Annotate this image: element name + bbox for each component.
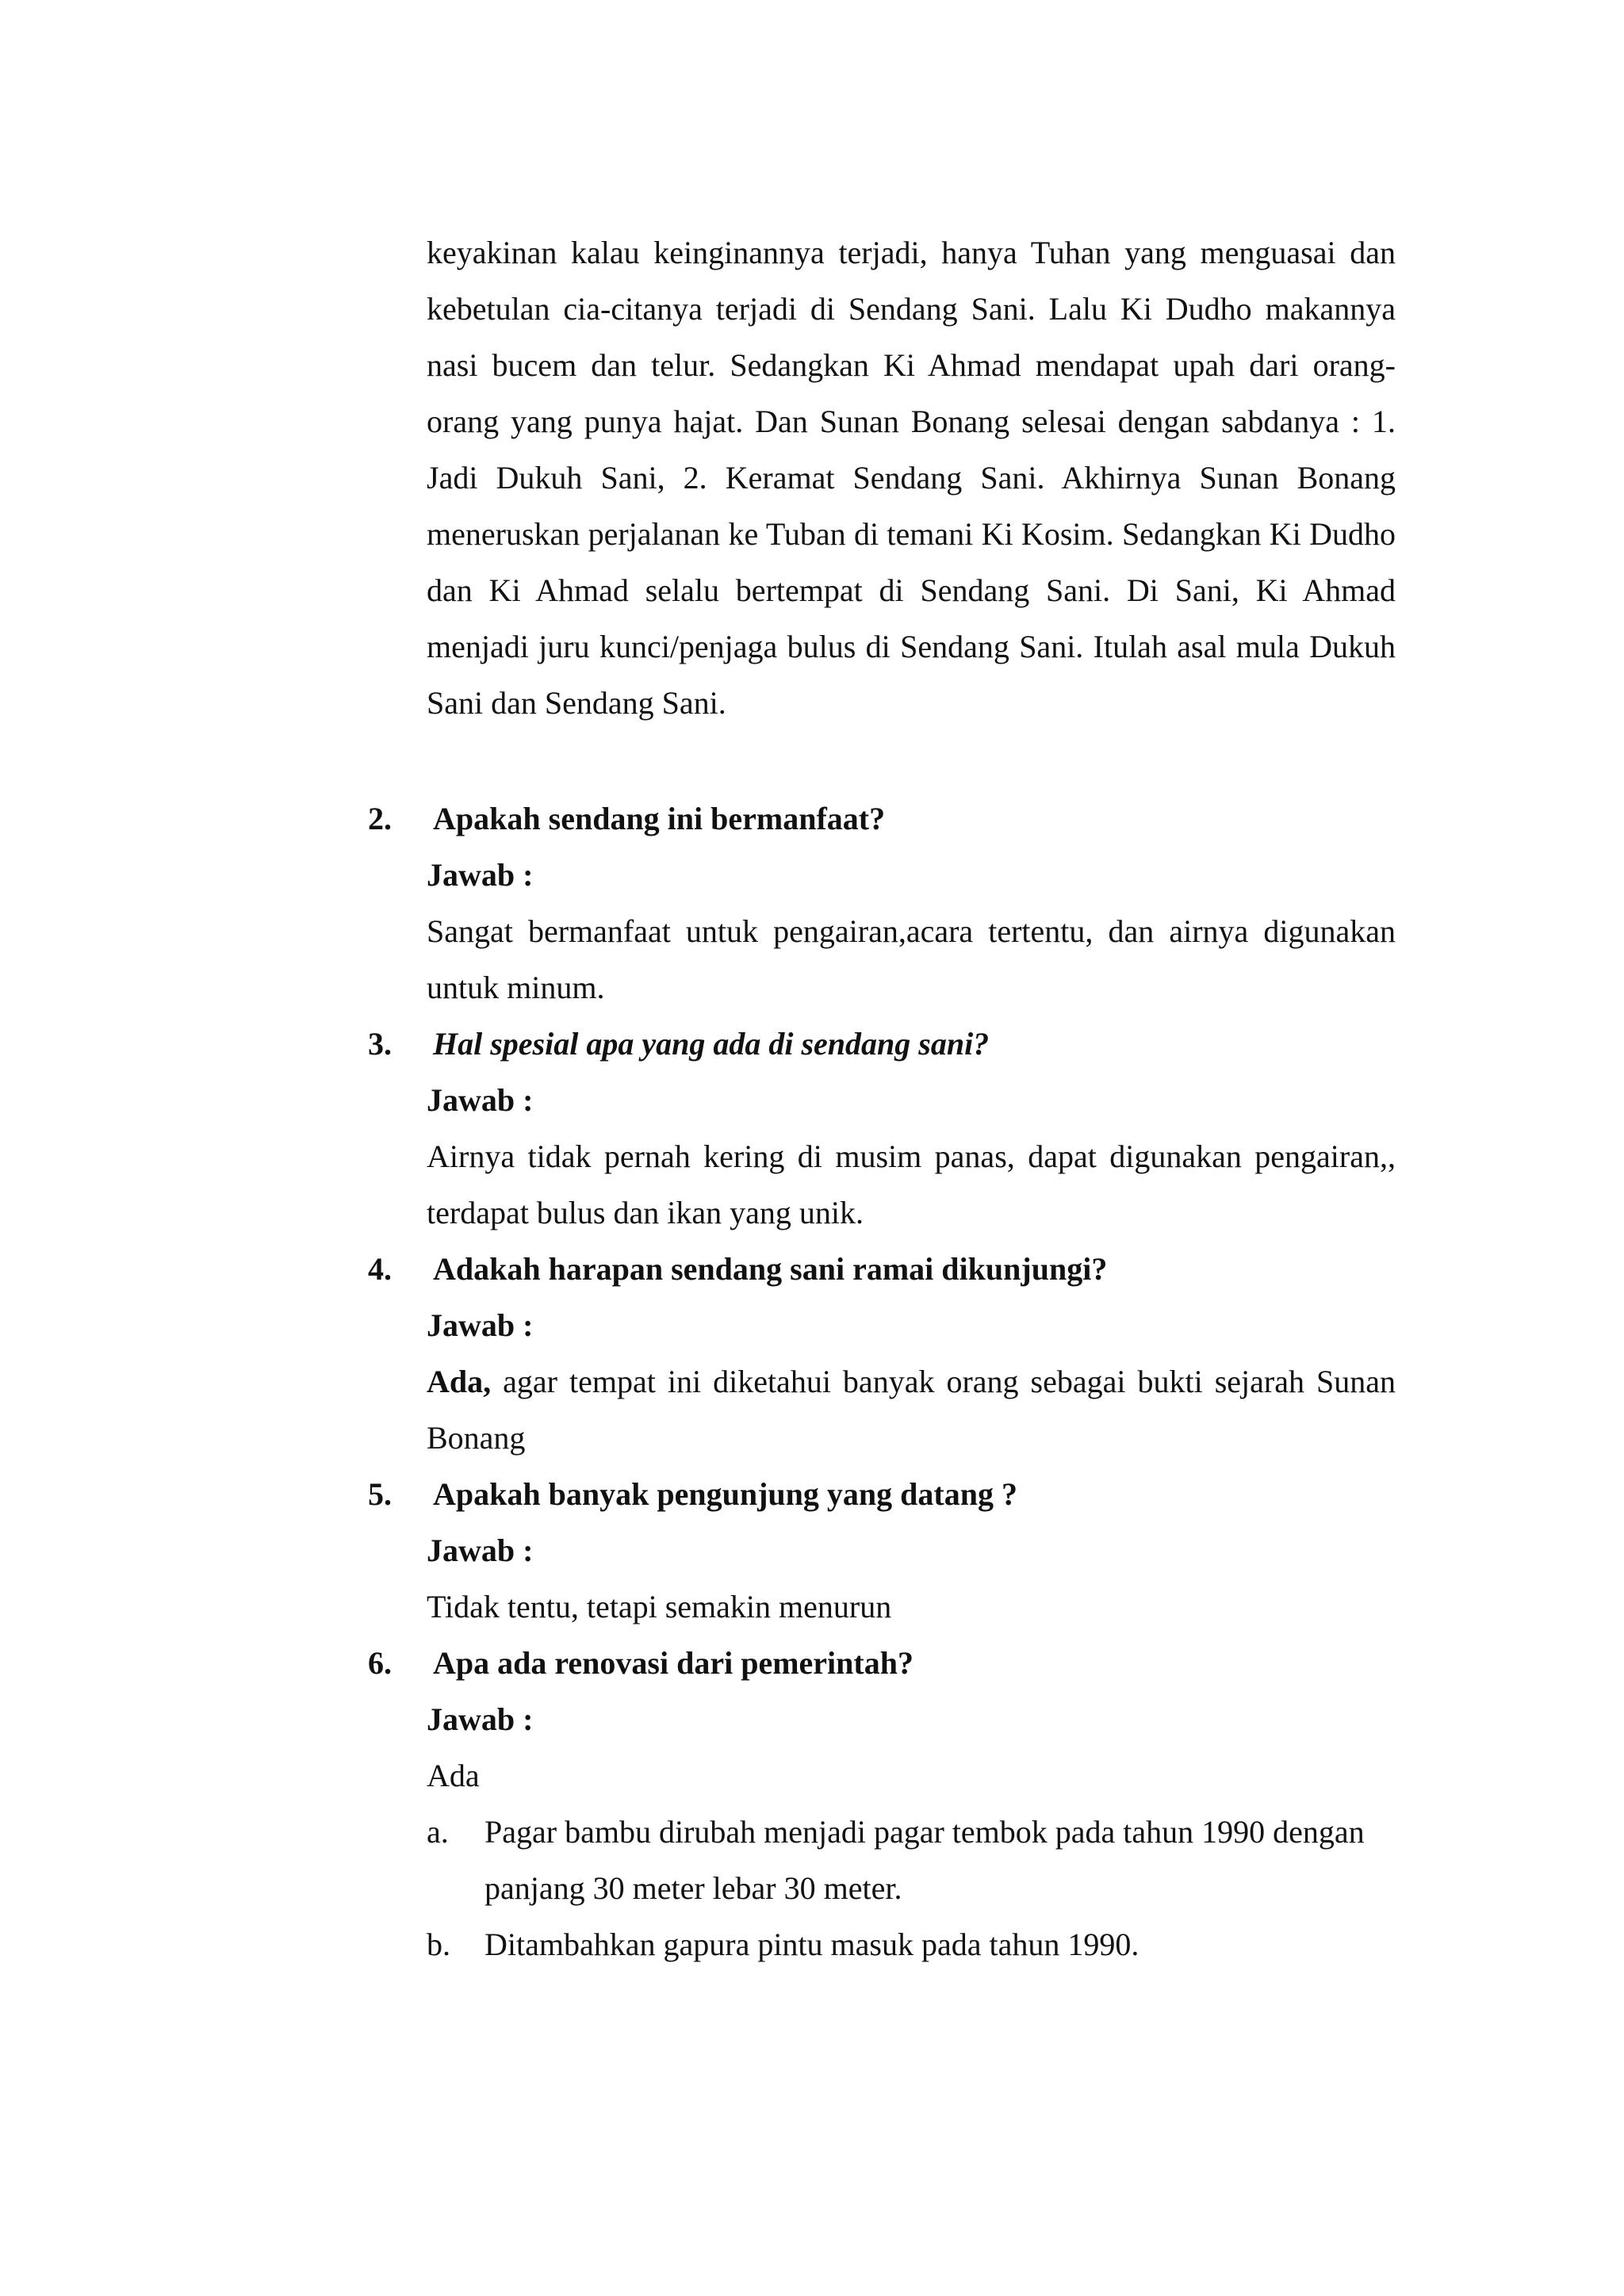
jawab-label: Jawab : [427,1307,534,1343]
question-item [368,1466,1396,1522]
question-number: 3. [368,1026,392,1062]
sub-item-letter: b. [427,1927,450,1962]
answer-text: Sangat bermanfaat untuk pengairan,acara tertentu, dan airnya digunakan untuk minum. [427,913,1396,1005]
sub-item-text: Ditambahkan gapura pintu masuk pada tahun 1990. [485,1927,1139,1962]
sub-item-letter: a. [427,1814,449,1850]
sub-list-item [427,1804,1396,1916]
question-number: 4. [368,1251,392,1287]
question-item [368,1016,1396,1072]
question-number: 2. [368,801,392,836]
jawab-label: Jawab : [427,1082,534,1118]
sub-list-item [427,1916,1396,1973]
answer-text [427,1353,1396,1466]
answer-text: Ada [427,1758,480,1793]
question-item [368,1241,1396,1297]
jawab-label: Jawab : [427,857,534,893]
answer-lead: Ada, [427,1364,492,1399]
question-text: Apakah sendang ini bermanfaat? [433,801,886,836]
jawab-label: Jawab : [427,1701,534,1737]
question-item [368,1635,1396,1691]
question-number: 5. [368,1476,392,1512]
question-number: 6. [368,1645,392,1681]
question-list [368,790,1396,1973]
sub-item-text: Pagar bambu dirubah menjadi pagar tembok pada tahun 1990 dengan panjang 30 meter lebar 30 meter. [485,1814,1365,1906]
question-item [368,790,1396,847]
answer-body: agar tempat ini diketahui banyak orang sebagai bukti sejarah Sunan Bonang [427,1364,1396,1456]
answer-text: Tidak tentu, tetapi semakin menurun [427,1589,892,1624]
question-text: Adakah harapan sendang sani ramai dikunjungi? [433,1251,1108,1287]
jawab-label: Jawab : [427,1533,534,1568]
question-text: Apakah banyak pengunjung yang datang ? [433,1476,1017,1512]
answer-text: Airnya tidak pernah kering di musim panas, dapat digunakan pengairan,, terdapat bulus dan ikan yang unik. [427,1138,1396,1230]
question-text: Hal spesial apa yang ada di sendang sani? [433,1026,990,1062]
intro-paragraph: keyakinan kalau keinginannya terjadi, hanya Tuhan yang menguasai dan kebetulan cia-citanya terjadi di Sendang Sani. Lalu Ki Dudho makannya nasi bucem dan telur. Sedangkan Ki Ahmad mendapat upah dari orang-orang yang punya hajat. Dan Sunan Bonang selesai dengan sabdanya : 1. Jadi Dukuh Sani, 2. Keramat Sendang Sani. Akhirnya Sunan Bonang meneruskan perjalanan ke Tuban di temani Ki Kosim. Sedangkan Ki Dudho dan Ki Ahmad selalu bertempat di Sendang Sani. Di Sani, Ki Ahmad menjadi juru kunci/penjaga bulus di Sendang Sani. Itulah asal mula Dukuh Sani dan Sendang Sani. [427,235,1396,721]
question-text: Apa ada renovasi dari pemerintah? [433,1645,914,1681]
